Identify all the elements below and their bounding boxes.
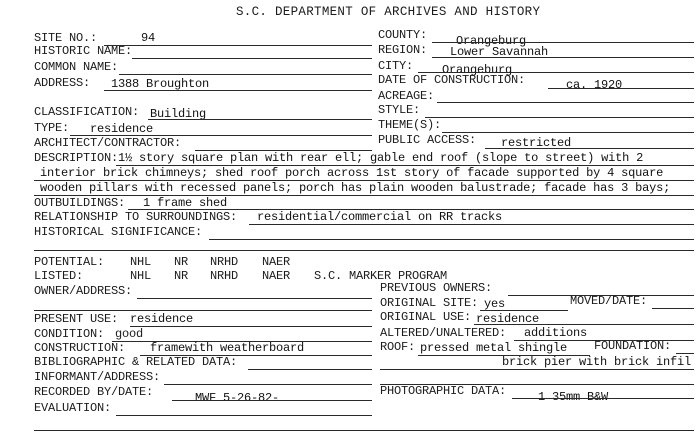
- date-construction-value: ca. 1920: [566, 78, 623, 92]
- original-use-line: [474, 324, 694, 325]
- region-line: [432, 57, 694, 58]
- description-line-1: 1½ story square plan with rear ell; gable end roof (slope to street) with 2: [118, 151, 644, 165]
- common-name-label: COMMON NAME:: [34, 60, 119, 74]
- description-line-2: interior brick chimneys; shed roof porch across 1st story of facade supported by 4 square: [40, 166, 664, 180]
- acreage-label: ACREAGE:: [378, 89, 435, 103]
- bibliographic-label: BIBLIOGRAPHIC & RELATED DATA:: [34, 355, 238, 369]
- original-use-label: ORIGINAL USE:: [380, 310, 472, 324]
- common-name-line: [119, 74, 372, 75]
- listed-naer: NAER: [262, 269, 291, 283]
- outbuildings-value: 1 frame shed: [143, 196, 228, 210]
- historic-name-label: HISTORIC NAME:: [34, 44, 133, 58]
- original-site-value: yes: [484, 297, 506, 311]
- public-access-label: PUBLIC ACCESS:: [378, 133, 477, 147]
- original-use-value: residence: [476, 312, 540, 326]
- description-rule-3: [34, 195, 694, 196]
- public-access-value: restricted: [501, 136, 572, 150]
- region-value: Lower Savannah: [450, 45, 549, 59]
- roof-label: ROOF:: [380, 340, 416, 354]
- potential-naer: NAER: [262, 255, 291, 269]
- listed-nrhd: NRHD: [210, 269, 239, 283]
- classification-line: [148, 119, 372, 120]
- outbuildings-label: OUTBUILDINGS:: [34, 196, 126, 210]
- address-value: 1388 Broughton: [111, 77, 210, 91]
- owner-label: OWNER/ADDRESS:: [34, 284, 133, 298]
- site-no-value: 94: [141, 31, 156, 45]
- listed-nhl: NHL: [130, 269, 152, 283]
- bibliographic-line: [248, 369, 372, 370]
- site-no-line: [104, 45, 372, 46]
- county-line: [432, 42, 694, 43]
- style-label: STYLE:: [378, 103, 421, 117]
- original-site-label: ORIGINAL SITE:: [380, 296, 479, 310]
- present-use-value: residence: [130, 312, 194, 326]
- condition-label: CONDITION:: [34, 327, 105, 341]
- present-use-label: PRESENT USE:: [34, 312, 119, 326]
- city-value: Orangeburg: [442, 63, 513, 77]
- classification-label: CLASSIFICATION:: [34, 105, 140, 119]
- foundation-label: FOUNDATION:: [594, 339, 672, 353]
- address-line: [104, 90, 372, 91]
- photographic-value: 1 35mm B&W: [538, 390, 609, 404]
- listed-label: LISTED:: [34, 269, 84, 283]
- potential-nhl: NHL: [130, 255, 152, 269]
- original-site-line: [480, 310, 568, 311]
- type-value: residence: [90, 122, 154, 136]
- date-construction-label: DATE OF CONSTRUCTION:: [378, 73, 526, 87]
- roof-value: pressed metal shingle: [420, 341, 568, 355]
- architect-label: ARCHITECT/CONTRACTOR:: [34, 136, 182, 150]
- condition-value: good: [115, 327, 144, 341]
- marker-program-label: S.C. MARKER PROGRAM: [314, 269, 448, 283]
- photographic-label: PHOTOGRAPHIC DATA:: [380, 384, 507, 398]
- foundation-value: brick pier with brick infil: [502, 355, 692, 369]
- moved-date-label: MOVED/DATE:: [570, 294, 648, 308]
- foundation-line: [676, 353, 694, 354]
- county-value: Orangeburg: [456, 34, 527, 48]
- acreage-line: [437, 102, 694, 103]
- potential-nrhd: NRHD: [210, 255, 239, 269]
- theme-line: [442, 132, 694, 133]
- photographic-line: [512, 398, 694, 399]
- potential-nr: NR: [174, 255, 189, 269]
- classification-value: Building: [150, 107, 207, 121]
- owner-line-2: [34, 310, 372, 311]
- bottom-rule: [34, 430, 694, 431]
- significance-label: HISTORICAL SIGNIFICANCE:: [34, 225, 203, 239]
- altered-value: additions: [524, 326, 588, 340]
- section-divider: [34, 250, 694, 251]
- present-use-line: [130, 326, 372, 327]
- foundation-rule: [380, 369, 694, 370]
- site-no-label: SITE NO.:: [34, 31, 98, 45]
- owner-line: [137, 298, 372, 299]
- city-label: CITY:: [378, 59, 414, 73]
- altered-label: ALTERED/UNALTERED:: [380, 326, 507, 340]
- recorded-by-line: [172, 400, 372, 401]
- address-label: ADDRESS:: [34, 76, 91, 90]
- recorded-by-label: RECORDED BY/DATE:: [34, 385, 154, 399]
- evaluation-label: EVALUATION:: [34, 401, 112, 415]
- form-title: S.C. DEPARTMENT OF ARCHIVES AND HISTORY: [236, 5, 541, 19]
- moved-date-line: [652, 308, 694, 309]
- relationship-line: [249, 224, 694, 225]
- significance-line: [209, 239, 694, 240]
- relationship-label: RELATIONSHIP TO SURROUNDINGS:: [34, 210, 238, 224]
- construction-label: CONSTRUCTION:: [34, 341, 126, 355]
- description-line-3: wooden pillars with recessed panels; porch has plain wooden balustrade; facade has 3 bays;: [40, 181, 671, 195]
- evaluation-line: [116, 415, 372, 416]
- style-line: [425, 117, 694, 118]
- historic-name-line: [132, 58, 372, 59]
- theme-label: THEME(S):: [378, 118, 442, 132]
- construction-value: framewith weatherboard: [150, 341, 305, 355]
- informant-label: INFORMANT/ADDRESS:: [34, 370, 161, 384]
- potential-label: POTENTIAL:: [34, 255, 105, 269]
- county-label: COUNTY:: [378, 28, 428, 42]
- previous-owners-label: PREVIOUS OWNERS:: [380, 281, 493, 295]
- relationship-value: residential/commercial on RR tracks: [257, 210, 503, 224]
- date-construction-line: [548, 88, 694, 89]
- public-access-line: [485, 148, 694, 149]
- description-label: DESCRIPTION:: [34, 151, 119, 165]
- region-label: REGION:: [378, 43, 428, 57]
- type-label: TYPE:: [34, 121, 70, 135]
- recorded-by-value: MWF 5-26-82-: [195, 391, 280, 405]
- informant-line: [164, 384, 372, 385]
- listed-nr: NR: [174, 269, 189, 283]
